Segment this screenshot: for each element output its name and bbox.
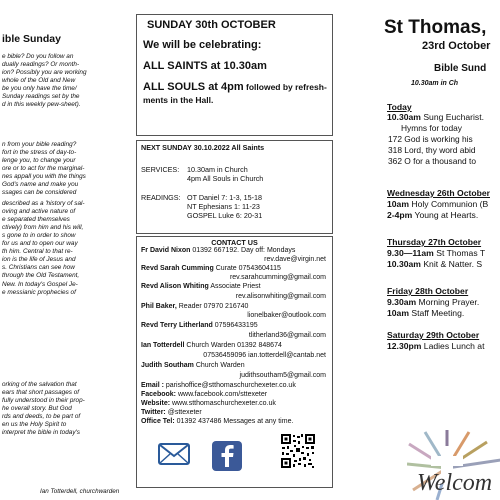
contact-website-line[interactable]: Website: www.stthomaschurchexeter.co.uk xyxy=(141,400,276,407)
paragraph-line: th him. Central to that re- xyxy=(2,248,73,256)
readings-label: READINGS: xyxy=(141,193,181,202)
contact-twitter-line[interactable]: Twitter: @sttexeter xyxy=(141,409,202,416)
event-line: 10am Holy Communion (B xyxy=(387,199,489,209)
paragraph-line: fully understood in their prop- xyxy=(2,397,85,405)
hymns-label: Hymns for today xyxy=(401,123,462,133)
paragraph-line: oving and active nature of xyxy=(2,208,76,216)
hymn-item: 172 God is working his xyxy=(388,134,473,144)
contact-line: Fr David Nixon 01392 667192. Day off: Mondays xyxy=(141,247,296,254)
celebrating-text: We will be celebrating: xyxy=(143,39,262,51)
paragraph-line: e separated themselves xyxy=(2,216,70,224)
paragraph-line: n from your bible reading? xyxy=(2,141,77,148)
paragraph-line: described as a 'history of sal- xyxy=(2,200,85,207)
hymn-item: 318 Lord, thy word abid xyxy=(388,145,476,155)
paragraph-line: ore or to act for the marginal- xyxy=(2,165,85,173)
paragraph-line: God's name and make you xyxy=(2,181,79,189)
next-sunday-title: NEXT SUNDAY 30.10.2022 All Saints xyxy=(141,143,265,152)
contact-line: Judith Southam Church Warden xyxy=(141,362,245,369)
paragraph-line: whole of the Old and New xyxy=(2,77,76,85)
paragraph-line: s gone to in order to show xyxy=(2,232,76,240)
day-heading-saturday: Saturday 29th October xyxy=(387,330,480,340)
contact-line: 07536459096 ian.totterdell@cantab.net xyxy=(203,352,326,359)
welcome-image xyxy=(407,430,500,500)
middle-column xyxy=(136,0,333,500)
paragraph-line: ears that short passages of xyxy=(2,389,80,397)
all-souls-time: ALL SOULS at 4pm xyxy=(143,81,244,93)
paragraph-line: rds and deeds, to be part of xyxy=(2,413,81,421)
facebook-icon[interactable] xyxy=(212,441,242,471)
paragraph-line: ion is the life of Jesus and xyxy=(2,256,76,264)
paragraph-line: ion? Possibly you are working xyxy=(2,69,87,77)
paragraph-line: s. Christians can see how xyxy=(2,264,75,272)
email-icon[interactable] xyxy=(158,441,190,467)
bible-sunday-subheading: 10.30am in Ch xyxy=(411,80,459,87)
contact-email[interactable]: rev.sarahcumming@gmail.com xyxy=(229,274,326,281)
event-line: 12.30pm Ladies Lunch at xyxy=(387,341,485,351)
service-item: 4pm All Souls in Church xyxy=(187,174,264,183)
paragraph-line: nes appall you with the things xyxy=(2,173,86,181)
contact-title: CONTACT US xyxy=(211,238,258,247)
paragraph-line: ssages can be considered xyxy=(2,189,77,197)
paragraph-line: for us and to open our way xyxy=(2,240,78,248)
next-sunday-box xyxy=(136,140,333,234)
paragraph-line: e bible? Do you follow an xyxy=(2,53,74,60)
event-line: 10am Staff Meeting. xyxy=(387,308,465,318)
event-line: 9.30am Morning Prayer. xyxy=(387,297,480,307)
contact-phone-line: Office Tel: 01392 437486 Messages at any time. xyxy=(141,418,294,425)
left-column xyxy=(0,0,132,500)
paragraph-line: orking of the salvation that xyxy=(2,381,77,388)
sunday-title: SUNDAY 30th OCTOBER xyxy=(147,19,276,31)
contact-email[interactable]: judithsoutham5@gmail.com xyxy=(239,372,326,379)
paragraph-line: lenge you, to change your xyxy=(2,157,76,165)
event-line: 10.30am Knit & Natter. S xyxy=(387,259,483,269)
contact-facebook-line[interactable]: Facebook: www.facebook.com/sttexeter xyxy=(141,391,268,398)
paragraph-line: en us the Holy Spirit to xyxy=(2,421,67,429)
event-line: 9.30—11am St Thomas T xyxy=(387,248,486,258)
contact-email-line[interactable]: Email : parishoffice@stthomaschurchexeter.co.uk xyxy=(141,382,296,389)
bible-sunday-title: ible Sunday xyxy=(2,33,61,45)
contact-email[interactable]: rev.alisonwhiting@gmail.com xyxy=(235,293,326,300)
paragraph-line: interpret the bible in today's xyxy=(2,429,80,437)
day-heading-today: Today xyxy=(387,102,412,112)
contact-line: Revd Sarah Cumming Curate 07543604115 xyxy=(141,265,281,272)
paragraph-line: e messianic prophecies of xyxy=(2,288,76,296)
contact-line: Revd Terry Litherland 07596433195 xyxy=(141,322,258,329)
day-heading-wednesday: Wednesday 26th October xyxy=(387,188,490,198)
date-heading: 23rd October xyxy=(422,40,491,52)
reading-item: NT Ephesians 1: 11-23 xyxy=(187,202,260,211)
paragraph-line: dually readings? Or month- xyxy=(2,61,80,69)
contact-line: Phil Baker, Reader 07970 216740 xyxy=(141,303,249,310)
contact-email[interactable]: tlitherland36@gmail.com xyxy=(248,332,326,339)
contact-email[interactable]: rev.dave@virgin.net xyxy=(264,256,326,263)
paragraph-line: be you only have the time/ xyxy=(2,85,77,93)
paragraph-line: ctively) from him and his will, xyxy=(2,224,84,232)
paragraph-line: through the Old Testament, xyxy=(2,272,80,280)
paragraph-line: New. In today's Gospel Je- xyxy=(2,280,78,288)
paragraph-line: he overall story. But God xyxy=(2,405,72,413)
all-souls-service xyxy=(143,81,329,107)
qr-code-icon[interactable] xyxy=(280,433,316,469)
all-saints-service: ALL SAINTS at 10.30am xyxy=(143,60,267,72)
day-heading-friday: Friday 28th October xyxy=(387,286,469,296)
paragraph-line: Sunday readings set by the xyxy=(2,93,80,101)
reading-item: GOSPEL Luke 6: 20-31 xyxy=(187,211,263,220)
day-heading-thursday: Thursday 27th October xyxy=(387,237,482,247)
event-line: 2-4pm Young at Hearts. xyxy=(387,210,479,220)
church-name: St Thomas, xyxy=(384,17,487,38)
all-souls-note: followed by refresh-ments in the Hall. xyxy=(143,82,327,105)
service-item: 10.30am in Church xyxy=(187,165,248,174)
contact-line: Ian Totterdell Church Warden 01392 848674 xyxy=(141,342,282,349)
welcome-text: Welcom xyxy=(417,470,493,496)
sunday-box xyxy=(136,14,333,136)
paragraph-line: fort in the stress of day-to- xyxy=(2,149,77,157)
signature: Ian Totterdell, churchwarden xyxy=(40,488,120,495)
contact-email[interactable]: lionelbaker@outlook.com xyxy=(247,312,326,319)
right-column xyxy=(382,0,500,500)
bible-sunday-heading: Bible Sund xyxy=(434,63,487,74)
contact-line: Revd Alison Whiting Associate Priest xyxy=(141,283,261,290)
paragraph-line: d in this weekly pew-sheet). xyxy=(2,101,81,109)
event-line: 10.30am Sung Eucharist. xyxy=(387,112,484,122)
reading-item: OT Daniel 7: 1-3, 15-18 xyxy=(187,193,262,202)
services-label: SERVICES: xyxy=(141,165,180,174)
hymn-item: 362 O for a thousand to xyxy=(388,156,476,166)
